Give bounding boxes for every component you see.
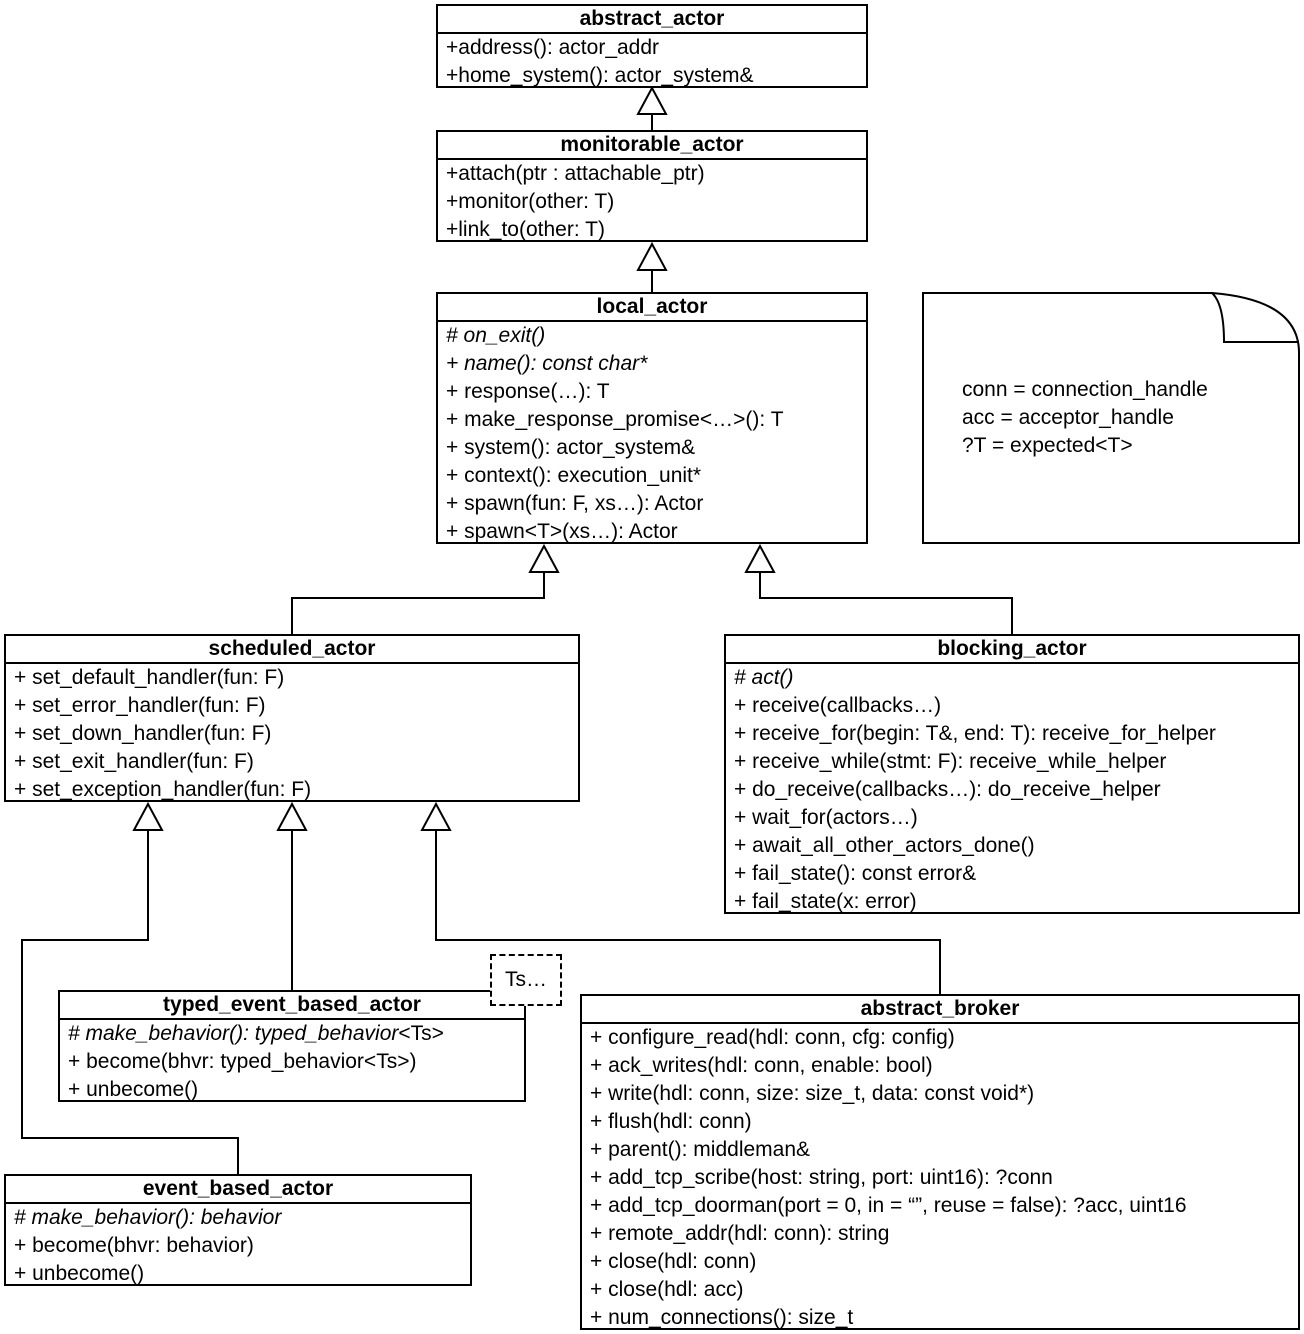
class-name: blocking_actor — [726, 636, 1298, 664]
class-member: +monitor(other: T) — [446, 190, 615, 213]
class-member: + fail_state(): const error& — [734, 862, 977, 885]
class-typed-event-based-actor — [58, 990, 526, 1102]
note-line: ?T = expected<T> — [962, 434, 1133, 457]
class-member: + add_tcp_scribe(host: string, port: uint16): ?conn — [590, 1166, 1053, 1189]
class-member: +address(): actor_addr — [446, 36, 660, 59]
legend-note — [922, 292, 1300, 544]
class-member: + response(…): T — [446, 380, 610, 403]
class-member: + make_response_promise<…>(): T — [446, 408, 784, 431]
class-member: + set_down_handler(fun: F) — [14, 722, 272, 745]
class-name: typed_event_based_actor — [60, 992, 524, 1020]
class-name: event_based_actor — [6, 1176, 470, 1204]
edge-scheduled-to-local — [292, 572, 544, 634]
generalization-arrowhead — [134, 804, 162, 830]
class-member — [68, 1020, 524, 1048]
class-member: + receive(callbacks…) — [734, 694, 942, 717]
class-name: local_actor — [438, 294, 866, 322]
class-event-based-actor — [4, 1174, 472, 1286]
note-line: acc = acceptor_handle — [962, 406, 1174, 429]
class-name: abstract_broker — [582, 996, 1298, 1024]
class-member: + unbecome() — [68, 1078, 199, 1101]
member-type-suffix: <Ts> — [398, 1022, 444, 1045]
class-member: # on_exit() — [446, 324, 546, 347]
class-member: + flush(hdl: conn) — [590, 1110, 752, 1133]
class-member: + add_tcp_doorman(port = 0, in = “”, reuse = false): ?acc, uint16 — [590, 1194, 1187, 1217]
class-member: + close(hdl: acc) — [590, 1278, 744, 1301]
note-line: conn = connection_handle — [962, 378, 1208, 401]
class-monitorable-actor — [436, 130, 868, 242]
class-member: + system(): actor_system& — [446, 436, 696, 459]
generalization-arrowhead — [638, 88, 666, 114]
generalization-arrowhead — [638, 244, 666, 270]
class-member: + set_exception_handler(fun: F) — [14, 778, 312, 801]
class-member: + receive_for(begin: T&, end: T): receive_for_helper — [734, 722, 1216, 745]
generalization-arrowhead — [278, 804, 306, 830]
class-member: # make_behavior(): behavior — [14, 1206, 282, 1229]
class-blocking-actor — [724, 634, 1300, 914]
class-member: + spawn<T>(xs…): Actor — [446, 520, 678, 543]
class-member: + set_error_handler(fun: F) — [14, 694, 266, 717]
class-member: + spawn(fun: F, xs…): Actor — [446, 492, 704, 515]
class-member: +link_to(other: T) — [446, 218, 605, 241]
class-member: + await_all_other_actors_done() — [734, 834, 1035, 857]
template-parameter-box: Ts… — [490, 954, 562, 1006]
class-member: + become(bhvr: behavior) — [14, 1234, 254, 1257]
class-member: + unbecome() — [14, 1262, 145, 1285]
class-name: scheduled_actor — [6, 636, 578, 664]
class-member: + set_default_handler(fun: F) — [14, 666, 285, 689]
class-member: +home_system(): actor_system& — [446, 64, 754, 87]
class-member: +attach(ptr : attachable_ptr) — [446, 162, 705, 185]
member-signature: # make_behavior(): typed_behavior — [68, 1022, 399, 1045]
class-member: + wait_for(actors…) — [734, 806, 918, 829]
class-member: + receive_while(stmt: F): receive_while_helper — [734, 750, 1167, 773]
class-member: + num_connections(): size_t — [590, 1306, 854, 1329]
class-name: abstract_actor — [438, 6, 866, 34]
class-name: monitorable_actor — [438, 132, 866, 160]
class-member: + remote_addr(hdl: conn): string — [590, 1222, 890, 1245]
class-member: + configure_read(hdl: conn, cfg: config) — [590, 1026, 955, 1049]
class-abstract-actor — [436, 4, 868, 88]
class-member: + parent(): middleman& — [590, 1138, 811, 1161]
class-member: + write(hdl: conn, size: size_t, data: const void*) — [590, 1082, 1035, 1105]
class-member: + name(): const char* — [446, 352, 648, 375]
class-member: + set_exit_handler(fun: F) — [14, 750, 254, 773]
class-local-actor — [436, 292, 868, 544]
class-member: + do_receive(callbacks…): do_receive_helper — [734, 778, 1161, 801]
class-member: + context(): execution_unit* — [446, 464, 702, 487]
class-member: + close(hdl: conn) — [590, 1250, 757, 1273]
generalization-arrowhead — [422, 804, 450, 830]
class-scheduled-actor — [4, 634, 580, 802]
class-member: + fail_state(x: error) — [734, 890, 917, 913]
class-member: + ack_writes(hdl: conn, enable: bool) — [590, 1054, 933, 1077]
class-member: + become(bhvr: typed_behavior<Ts>) — [68, 1050, 417, 1073]
edge-blocking-to-local — [760, 572, 1012, 634]
class-member: # act() — [734, 666, 794, 689]
class-abstract-broker — [580, 994, 1300, 1330]
generalization-arrowhead — [530, 546, 558, 572]
generalization-arrowhead — [746, 546, 774, 572]
